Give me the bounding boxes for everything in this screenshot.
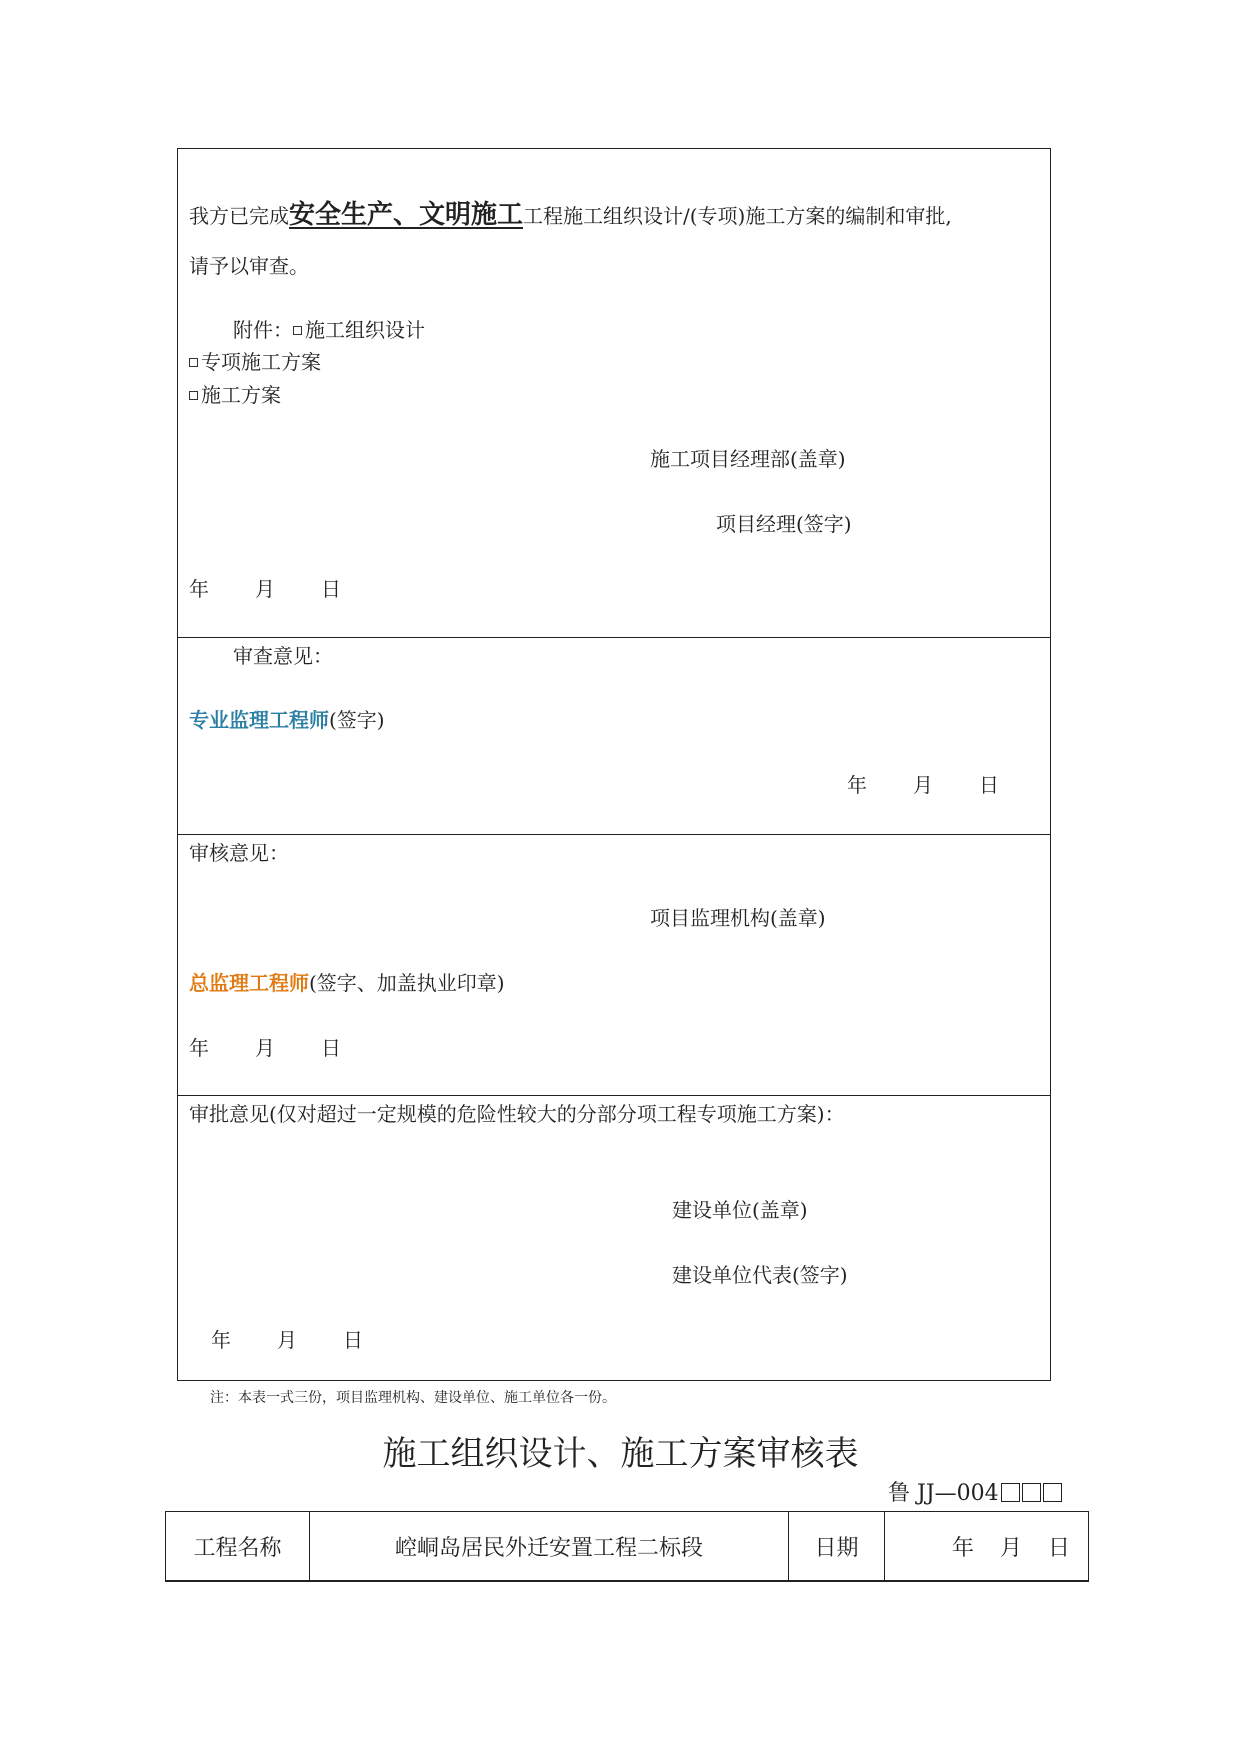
attachment-row-3: 施工方案: [189, 382, 281, 408]
attachment-row-2: 专项施工方案: [189, 349, 321, 375]
date-line-3: 年 月 日: [189, 1036, 341, 1060]
audit-opinion-label: 审核意见：: [189, 841, 289, 865]
code-box: [1043, 1483, 1062, 1502]
org-seal-label: 项目监理机构(盖章): [650, 906, 826, 930]
checkbox-special-plan[interactable]: [189, 358, 198, 367]
chief-title: 总监理工程师: [189, 971, 309, 995]
manager-sign-label: 项目经理(签字): [716, 512, 852, 536]
divider-1: [177, 637, 1051, 638]
checkbox-construction-design[interactable]: [293, 326, 302, 335]
unit-rep-label: 建设单位代表(签字): [672, 1263, 848, 1287]
review-opinion-label: 审查意见：: [233, 644, 333, 668]
statement-line-1: 我方已完成安全生产、文明施工工程施工组织设计/(专项)施工方案的编制和审批,: [189, 200, 952, 230]
attachment-row-1: 附件： 施工组织设计: [233, 318, 425, 342]
date-value: 年 月 日: [885, 1512, 1089, 1582]
approval-opinion-label: 审批意见(仅对超过一定规模的危险性较大的分部分项工程专项施工方案)：: [189, 1102, 845, 1126]
statement-line-2: 请予以审查。: [189, 254, 309, 278]
code-box: [1022, 1483, 1041, 1502]
divider-2: [177, 834, 1051, 835]
date-line-2: 年 月 日: [847, 773, 999, 797]
form-code: 鲁 JJ—004: [888, 1480, 1062, 1508]
checkbox-construction-plan[interactable]: [189, 391, 198, 400]
engineer-title: 专业监理工程师: [189, 708, 329, 732]
footnote: 注：本表一式三份，项目监理机构、建设单位、施工单位各一份。: [210, 1390, 616, 1406]
project-name-value: 崆峒岛居民外迁安置工程二标段: [310, 1512, 789, 1582]
code-box: [1001, 1483, 1020, 1502]
date-line-4: 年 月 日: [211, 1328, 363, 1352]
project-highlight: 安全生产、文明施工: [289, 200, 524, 230]
dept-seal-label: 施工项目经理部(盖章): [650, 447, 846, 471]
date-label: 日期: [789, 1512, 885, 1582]
divider-3: [177, 1095, 1051, 1096]
engineer-sign-row: 专业监理工程师(签字): [189, 708, 385, 732]
project-header-table: [165, 1511, 1089, 1582]
form-title: 施工组织设计、施工方案审核表: [382, 1434, 859, 1474]
date-line-1: 年 月 日: [189, 577, 341, 601]
project-name-label: 工程名称: [166, 1512, 310, 1582]
chief-sign-row: 总监理工程师(签字、加盖执业印章): [189, 971, 505, 995]
unit-seal-label: 建设单位(盖章): [672, 1198, 808, 1222]
